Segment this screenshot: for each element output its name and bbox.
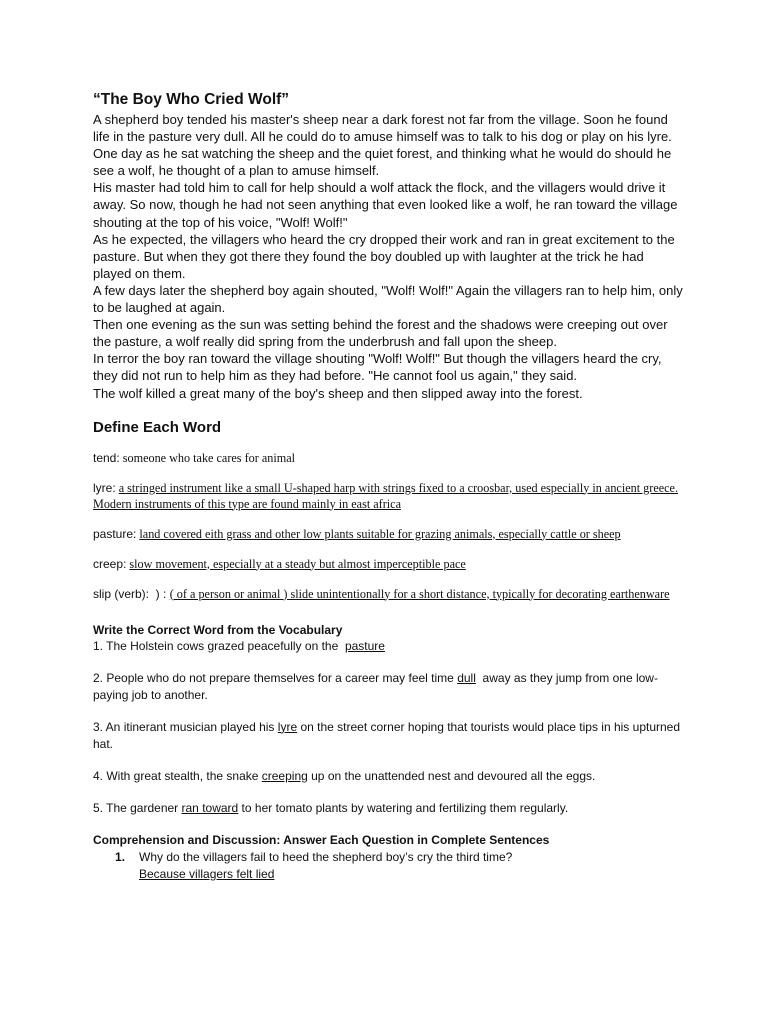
story-paragraph: One day as he sat watching the sheep and the quiet forest, and thinking what he would do should he see a wolf, he thought of a plan to amuse himself. xyxy=(93,146,672,179)
answer-blank: pasture xyxy=(344,638,385,653)
question-text: 1. The Holstein cows grazed peacefully on the xyxy=(93,638,345,653)
vocab-question xyxy=(93,719,683,753)
question-text: 5. The gardener xyxy=(93,800,182,815)
question-text: away as they jump from one low-paying job to another. xyxy=(93,670,658,702)
question-text: 2. People who do not prepare themselves for a career may feel time xyxy=(93,670,458,685)
document-page xyxy=(93,90,683,883)
story-paragraph: His master had told him to call for help should a wolf attack the flock, and the villagers would drive it away. So now, though he had not seen anything that even looked like a wolf, he ran toward the village shouting at the top of his voice, "Wolf! Wolf!" xyxy=(93,180,678,230)
definition-pasture xyxy=(93,526,683,542)
story-paragraph: A few days later the shepherd boy again shouted, "Wolf! Wolf!" Again the villagers ran to help him, only to be laughed at again. xyxy=(93,282,683,316)
story-paragraph: A shepherd boy tended his master's sheep near a dark forest not far from the village. Soon he found life in the pasture very dull. All he could do to amuse himself was to talk to his dog or play on his lyre. xyxy=(93,112,672,145)
answer-blank: ran toward xyxy=(181,800,239,815)
story-paragraph: As he expected, the villagers who heard the cry dropped their work and ran in great excitement to the pasture. But when they got there they found the boy doubled up with laughter at the trick he had played on them. xyxy=(93,231,675,281)
story-paragraph: In terror the boy ran toward the village shouting "Wolf! Wolf!" But though the villagers heard the cry, they did not run to help him as they had before. "He cannot fool us again," they said. xyxy=(93,351,662,384)
story-paragraph: Then one evening as the sun was setting behind the forest and the shadows were creeping out over the pasture, a wolf really did spring from the underbrush and fall upon the sheep. xyxy=(93,317,668,350)
answer-blank: creeping xyxy=(261,768,308,783)
definition-creep xyxy=(93,556,683,572)
story-title: “The Boy Who Cried Wolf” xyxy=(93,91,290,108)
definition-term: creep: xyxy=(93,556,127,571)
definition-slip xyxy=(93,586,683,602)
comprehension-answer: Because villagers felt lied xyxy=(139,866,275,881)
definition-meaning: a stringed instrument like a small U-shaped harp with strings fixed to a croosbar, used especially in ancient greece. Modern instruments of this type are found mainly in east africa xyxy=(93,480,679,511)
story-body xyxy=(93,111,683,402)
define-heading: Define Each Word xyxy=(93,418,222,436)
comprehension-heading: Comprehension and Discussion: Answer Each Question in Complete Sentences xyxy=(93,832,550,847)
definition-meaning: ( of a person or animal ) slide unintentionally for a short distance, typically for decorating earthenware xyxy=(169,586,670,601)
definition-term: lyre: xyxy=(93,480,116,495)
definition-tend xyxy=(93,450,683,466)
definition-list xyxy=(93,450,683,602)
question-text: to her tomato plants by watering and fertilizing them regularly. xyxy=(238,800,569,815)
story-paragraph: The wolf killed a great many of the boy's sheep and then slipped away into the forest. xyxy=(93,385,583,401)
definition-term: pasture: xyxy=(93,526,137,541)
definition-term: tend: xyxy=(93,450,120,465)
definition-lyre xyxy=(93,480,683,512)
answer-blank: dull xyxy=(457,670,476,685)
question-number: 1. xyxy=(115,849,126,864)
comprehension-item xyxy=(93,849,683,883)
definition-meaning: someone who take cares for animal xyxy=(122,450,295,465)
vocab-question xyxy=(93,768,683,785)
definition-meaning: slow movement, especially at a steady but almost imperceptible pace xyxy=(129,556,466,571)
question-text: on the street corner hoping that tourists would place tips in his upturned hat. xyxy=(93,719,681,751)
vocab-question xyxy=(93,670,683,704)
answer-blank: lyre xyxy=(277,719,298,734)
question-text: 3. An itinerant musician played his xyxy=(93,719,278,734)
definition-term: slip (verb): xyxy=(93,586,150,601)
definition-separator: ) : xyxy=(149,586,170,601)
comprehension-question: Why do the villagers fail to heed the shepherd boy’s cry the third time? xyxy=(139,849,513,864)
question-text: 4. With great stealth, the snake xyxy=(93,768,262,783)
definition-meaning: land covered eith grass and other low plants suitable for grazing animals, especially cattle or sheep xyxy=(139,526,621,541)
vocab-question xyxy=(93,638,683,655)
vocab-question xyxy=(93,800,683,817)
vocab-heading: Write the Correct Word from the Vocabulary xyxy=(93,622,343,637)
question-text: up on the unattended nest and devoured all the eggs. xyxy=(307,768,596,783)
